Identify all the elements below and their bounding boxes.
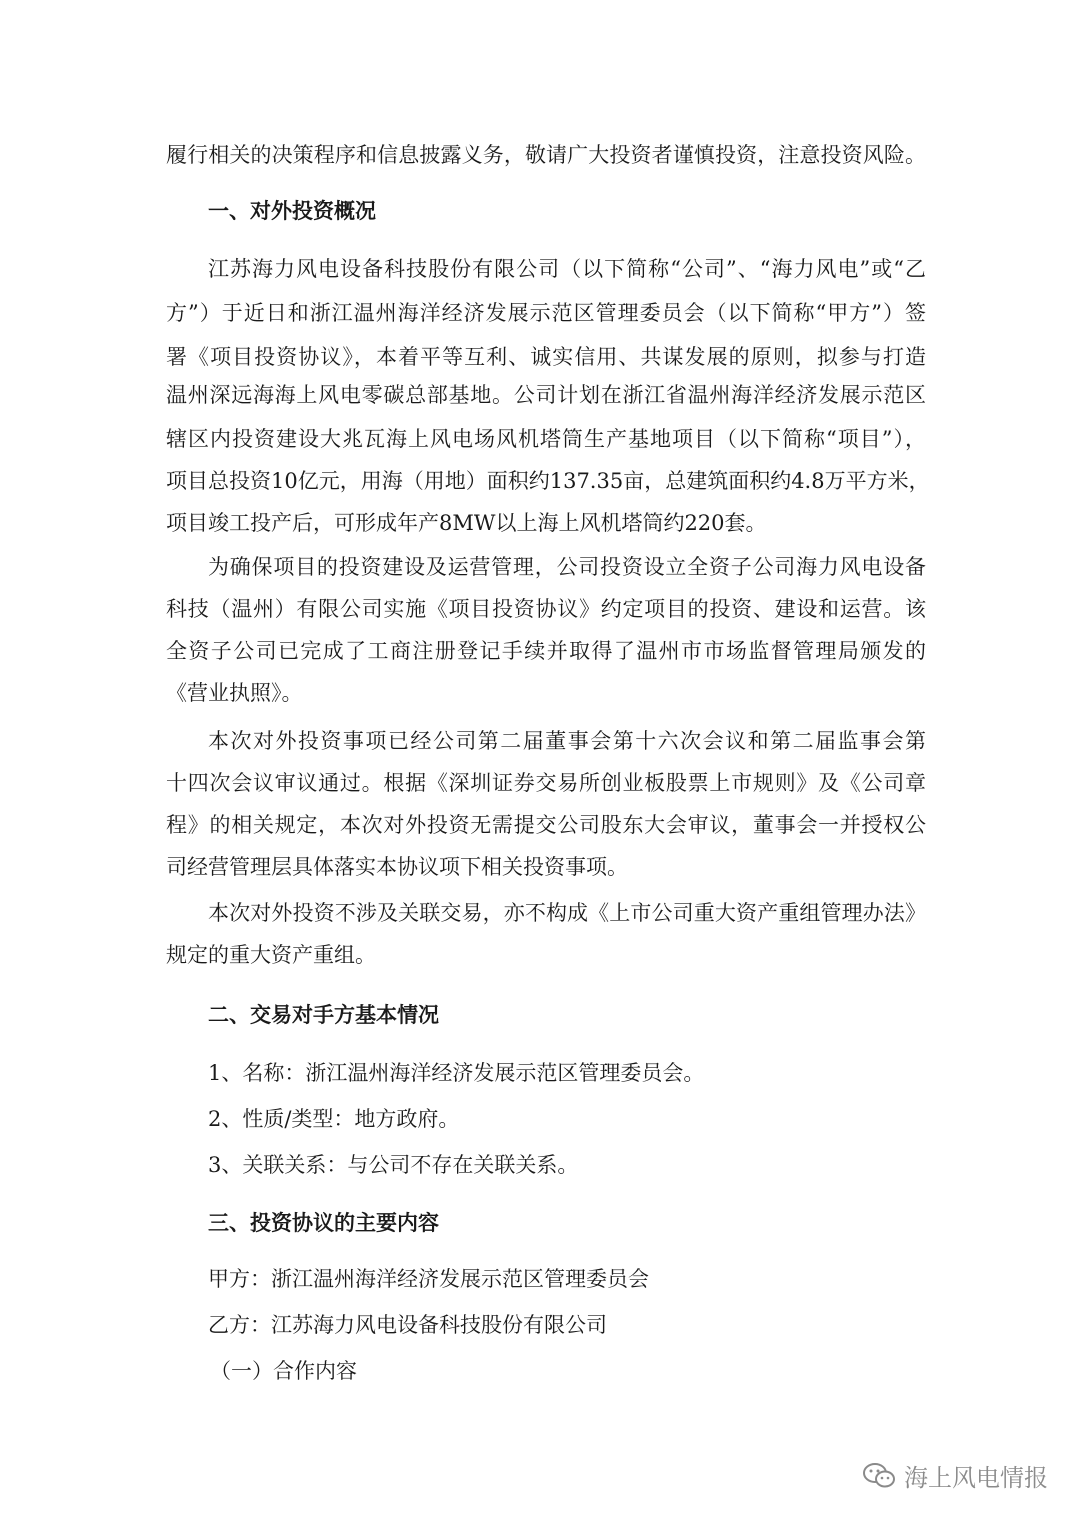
text-line: 规定的重大资产重组。 (166, 943, 376, 967)
text-line: 本次对外投资事项已经公司第二届董事会第十六次会议和第二届监事会第 (208, 729, 926, 753)
list-item: 1、名称：浙江温州海洋经济发展示范区管理委员会。 (208, 1061, 705, 1085)
party-a-line: 甲方：浙江温州海洋经济发展示范区管理委员会 (208, 1267, 649, 1291)
text-line: 温州深远海海上风电零碳总部基地。公司计划在浙江省温州海洋经济发展示范区 (166, 383, 926, 407)
text-line: 辖区内投资建设大兆瓦海上风电场风机塔筒生产基地项目（以下简称“项目”）， (166, 427, 926, 451)
text-line: 科技（温州）有限公司实施《项目投资协议》约定项目的投资、建设和运营。该 (166, 597, 926, 621)
list-item: 2、性质/类型：地方政府。 (208, 1107, 460, 1131)
watermark (862, 1458, 1048, 1493)
watermark-text: 海上风电情报 (904, 1464, 1048, 1492)
list-item: 3、关联关系：与公司不存在关联关系。 (208, 1153, 579, 1177)
text-line: 程》的相关规定，本次对外投资无需提交公司股东大会审议，董事会一并授权公 (166, 813, 926, 837)
text-line: 方”）于近日和浙江温州海洋经济发展示范区管理委员会（以下简称“甲方”）签 (166, 301, 926, 325)
text-line: 《营业执照》。 (166, 681, 303, 705)
section-heading-2: 二、交易对手方基本情况 (208, 1002, 439, 1027)
text-line: 十四次会议审议通过。根据《深圳证券交易所创业板股票上市规则》及《公司章 (166, 771, 926, 795)
text-line: 本次对外投资不涉及关联交易，亦不构成《上市公司重大资产重组管理办法》 (208, 901, 926, 925)
text-line: 为确保项目的投资建设及运营管理，公司投资设立全资子公司海力风电设备 (208, 555, 926, 579)
wechat-icon (862, 1462, 896, 1490)
subsection-heading: （一）合作内容 (210, 1359, 357, 1383)
text-line: 署《项目投资协议》，本着平等互利、诚实信用、共谋发展的原则，拟参与打造 (166, 345, 926, 369)
text-line: 项目竣工投产后，可形成年产8MW以上海上风机塔筒约220套。 (166, 511, 767, 535)
text-line: 司经营管理层具体落实本协议项下相关投资事项。 (166, 855, 628, 879)
section-heading-3: 三、投资协议的主要内容 (208, 1210, 439, 1235)
text-line: 项目总投资10亿元，用海（用地）面积约137.35亩，总建筑面积约4.8万平方米， (166, 469, 930, 493)
party-b-line: 乙方：江苏海力风电设备科技股份有限公司 (208, 1313, 607, 1337)
section-heading-1: 一、对外投资概况 (208, 198, 376, 223)
text-line: 江苏海力风电设备科技股份有限公司（以下简称“公司”、“海力风电”或“乙 (208, 257, 926, 281)
text-line: 全资子公司已完成了工商注册登记手续并取得了温州市市场监督管理局颁发的 (166, 639, 926, 663)
text-line: 履行相关的决策程序和信息披露义务，敬请广大投资者谨慎投资，注意投资风险。 (166, 143, 926, 167)
